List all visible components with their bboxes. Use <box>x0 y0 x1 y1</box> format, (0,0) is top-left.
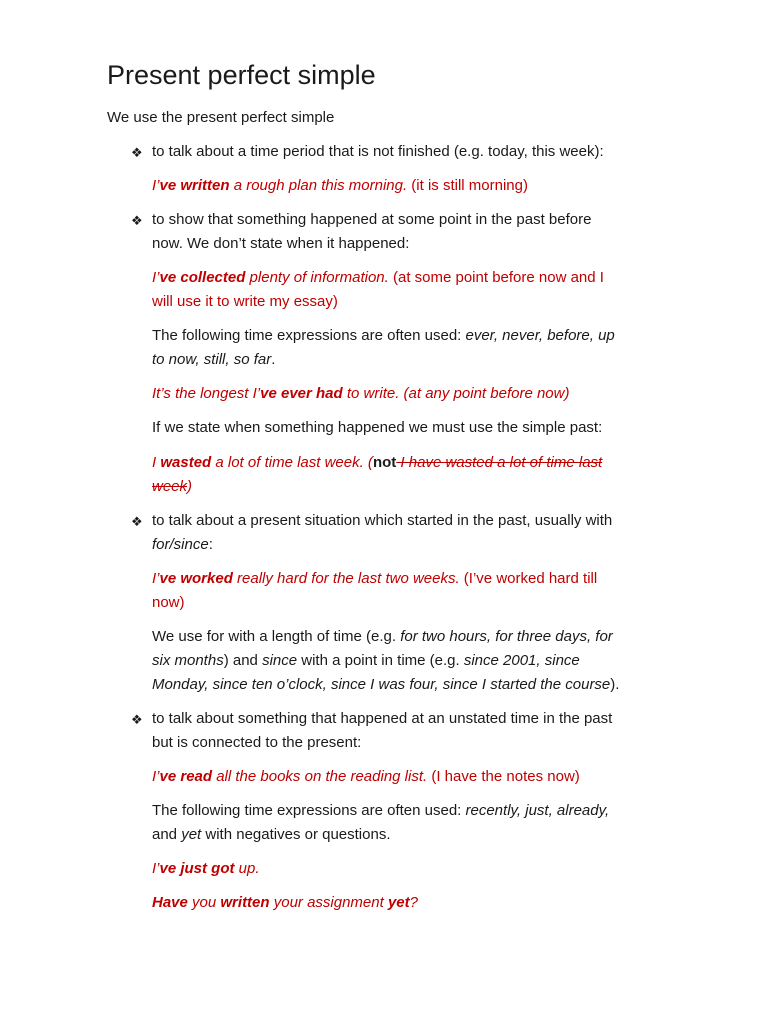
bullet-text-4-line-1: to talk about something that happened at an unstated time in the past <box>152 710 613 727</box>
time-expressions-2-line-2: and yet with negatives or questions. <box>152 826 391 843</box>
bullet-text-1: to talk about a time period that is not finished (e.g. today, this week): <box>152 143 604 160</box>
example-1: I’ve written a rough plan this morning. (it is still morning) <box>152 177 528 194</box>
bullet-text-2-line-2: now. We don’t state when it happened: <box>152 235 410 252</box>
diamond-bullet-icon: ❖ <box>131 514 143 529</box>
example-5: I’ve worked really hard for the last two weeks. (I’ve worked hard till <box>152 570 598 587</box>
time-expressions-2: The following time expressions are often used: recently, just, already, <box>152 802 610 819</box>
bullet-text-3-line-1: to talk about a present situation which started in the past, usually with <box>152 512 613 529</box>
bullet-text-2-line-1: to show that something happened at some point in the past before <box>152 211 592 228</box>
diamond-bullet-icon: ❖ <box>131 712 143 727</box>
diamond-bullet-icon: ❖ <box>131 145 143 160</box>
example-2: I’ve collected plenty of information. (at some point before now and I <box>152 269 604 286</box>
example-2-line-2: will use it to write my essay) <box>152 293 338 310</box>
example-4-line-2: week) <box>152 478 193 495</box>
simple-past-note: If we state when something happened we must use the simple past: <box>152 419 603 436</box>
example-7: I’ve just got up. <box>152 860 260 877</box>
bullet-text-4-line-2: but is connected to the present: <box>152 734 362 751</box>
intro-text: We use the present perfect simple <box>107 109 335 126</box>
example-5-line-2: now) <box>152 594 185 611</box>
example-6: I’ve read all the books on the reading list. (I have the notes now) <box>152 768 580 785</box>
time-expressions-1: The following time expressions are often used: ever, never, before, up <box>152 327 615 344</box>
for-since-note-line-3: Monday, since ten o’clock, since I was four, since I started the course). <box>152 676 620 693</box>
time-expressions-1-line-2: to now, still, so far. <box>152 351 276 368</box>
for-since-note-line-2: six months) and since with a point in time (e.g. since 2001, since <box>152 652 580 669</box>
page-title: Present perfect simple <box>107 60 376 90</box>
example-3: It’s the longest I’ve ever had to write. (at any point before now) <box>152 385 570 402</box>
for-since-note-line-1: We use for with a length of time (e.g. for two hours, for three days, for <box>152 628 613 645</box>
example-4: I wasted a lot of time last week. (not I have wasted a lot of time last <box>152 454 603 471</box>
example-8: Have you written your assignment yet? <box>152 894 418 911</box>
bullet-text-3-line-2: for/since: <box>152 536 213 553</box>
diamond-bullet-icon: ❖ <box>131 213 143 228</box>
